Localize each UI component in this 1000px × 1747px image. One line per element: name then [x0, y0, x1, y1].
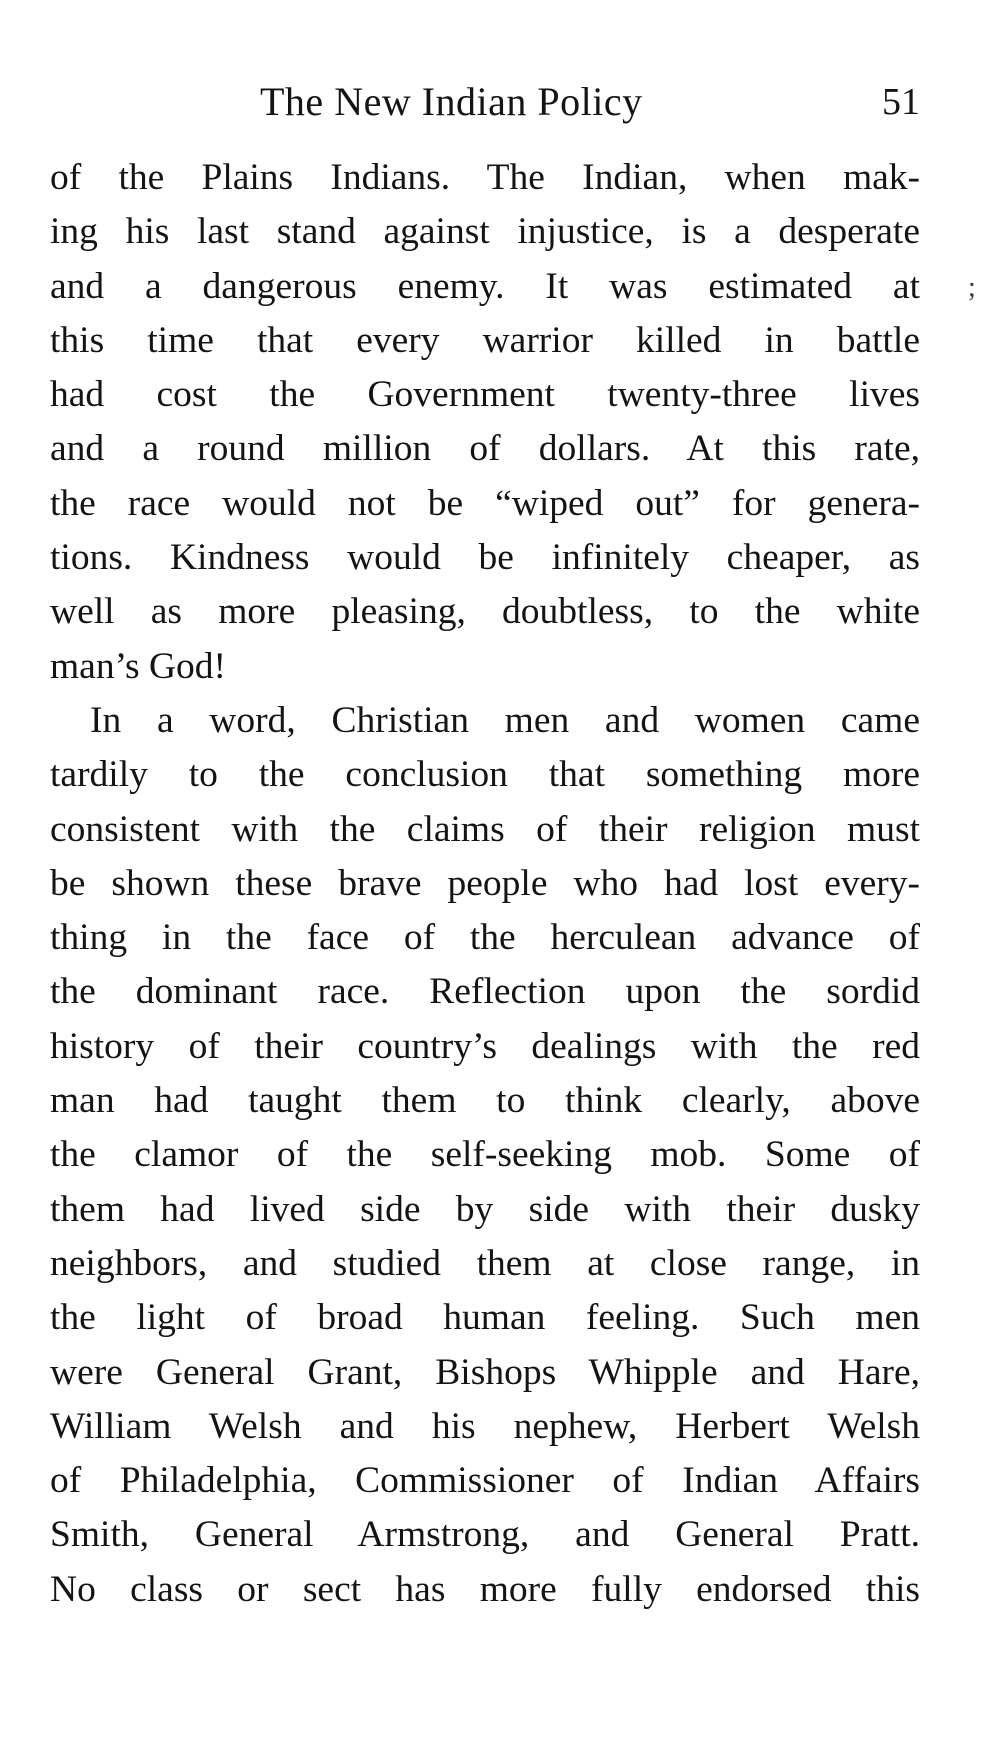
- body-text: [50, 151, 920, 1617]
- text-line: William Welsh and his nephew, Herbert Welsh: [50, 1405, 920, 1447]
- text-line: No class or sect has more fully endorsed this: [50, 1568, 920, 1610]
- margin-mark: ;: [968, 272, 976, 303]
- text-line: of Philadelphia, Commissioner of Indian Affairs: [50, 1460, 920, 1502]
- text-line: were General Grant, Bishops Whipple and Hare,: [50, 1351, 920, 1393]
- text-line: the clamor of the self-seeking mob. Some of: [50, 1134, 920, 1176]
- text-line: history of their country’s dealings with the red: [50, 1025, 920, 1067]
- text-line: and a round million of dollars. At this rate,: [50, 428, 920, 470]
- text-line: the light of broad human feeling. Such men: [50, 1297, 920, 1339]
- text-line: ing his last stand against injustice, is a desperate: [50, 211, 920, 253]
- running-head-title: The New Indian Policy: [260, 79, 643, 124]
- text-line: neighbors, and studied them at close range, in: [50, 1242, 920, 1284]
- text-line: the race would not be “wiped out” for genera-: [50, 482, 920, 524]
- text-line: consistent with the claims of their religion must: [50, 808, 920, 850]
- text-line: them had lived side by side with their dusky: [50, 1188, 920, 1230]
- page-number: 51: [882, 81, 920, 123]
- text-line: of the Plains Indians. The Indian, when mak-: [50, 157, 920, 198]
- text-line: this time that every warrior killed in battle: [50, 319, 920, 361]
- text-line: thing in the face of the herculean advance of: [50, 917, 920, 959]
- text-line: Smith, General Armstrong, and General Pratt.: [50, 1514, 920, 1556]
- text-line: and a dangerous enemy. It was estimated at: [50, 265, 920, 307]
- text-line: the dominant race. Reflection upon the sordid: [50, 971, 920, 1013]
- text-line: tions. Kindness would be infinitely cheaper, as: [50, 537, 920, 579]
- text-line: be shown these brave people who had lost every-: [50, 862, 920, 904]
- text-line: man had taught them to think clearly, above: [50, 1080, 920, 1122]
- text-line: tardily to the conclusion that something more: [50, 754, 920, 796]
- running-head: [50, 78, 920, 134]
- text-line: well as more pleasing, doubtless, to the white: [50, 591, 920, 633]
- text-line: In a word, Christian men and women came: [90, 699, 920, 741]
- text-line: had cost the Government twenty-three lives: [50, 374, 920, 416]
- text-line: man’s God!: [50, 645, 227, 687]
